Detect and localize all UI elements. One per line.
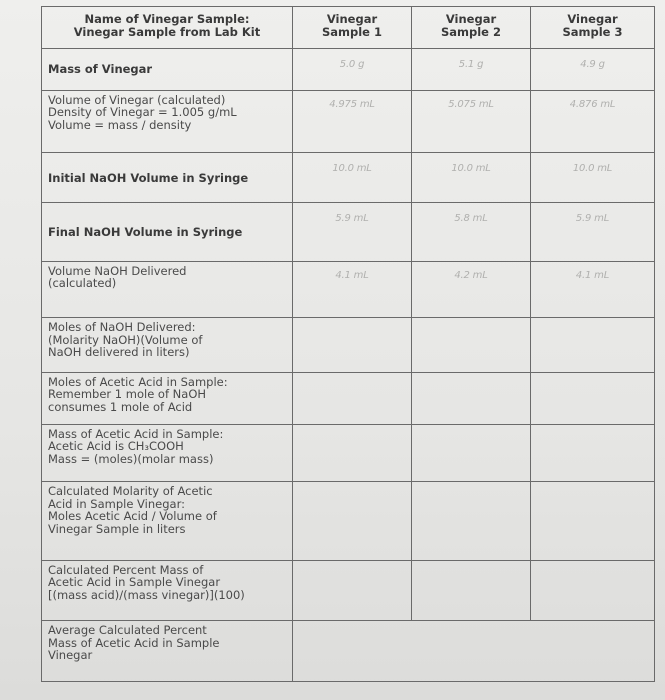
row-label-line: Vinegar Sample in liters: [48, 521, 186, 536]
value-cell[interactable]: 5.1 g: [412, 48, 531, 90]
value-cell[interactable]: [293, 560, 412, 621]
table-row: [42, 261, 655, 317]
value-cell[interactable]: 5.9 mL: [531, 203, 655, 262]
value-cell[interactable]: [531, 318, 655, 372]
table-row: [42, 203, 655, 262]
table-row: [42, 372, 655, 424]
value-cell[interactable]: [293, 318, 412, 372]
row-label-line: Vinegar: [48, 648, 93, 663]
value-cell[interactable]: [293, 482, 412, 560]
row-label-line: Calculated Molarity of Acetic: [48, 484, 213, 499]
row-label-line: Acetic Acid in Sample Vinegar: [48, 575, 221, 590]
row-label-line: Moles of Acetic Acid in Sample:: [48, 374, 228, 389]
row-label: [42, 318, 293, 372]
row-label-line: Mass of Acetic Acid in Sample: [48, 635, 220, 650]
header-text: Sample 1: [321, 25, 382, 39]
row-label-line: Average Calculated Percent: [48, 623, 207, 638]
vinegar-data-table: [41, 6, 655, 682]
value-cell[interactable]: [412, 372, 531, 424]
value-cell[interactable]: [531, 560, 655, 621]
table-row: [42, 424, 655, 481]
row-label-line: Acetic Acid is CH₃COOH: [48, 439, 184, 454]
header-text: Vinegar: [326, 12, 378, 26]
table-row: [42, 560, 655, 621]
row-label-line: Initial NaOH Volume in Syringe: [48, 170, 249, 185]
header-sample-name: [42, 7, 293, 49]
header-text: Sample 3: [562, 25, 623, 39]
row-label-line: Acid in Sample Vinegar:: [48, 496, 185, 511]
value-cell[interactable]: 4.9 g: [531, 48, 655, 90]
value-cell[interactable]: [531, 372, 655, 424]
row-label-line: Volume = mass / density: [48, 117, 192, 132]
row-label: [42, 48, 293, 90]
value-cell[interactable]: 5.9 mL: [293, 203, 412, 262]
value-cell[interactable]: 4.975 mL: [293, 90, 412, 153]
row-label-line: Remember 1 mole of NaOH: [48, 387, 207, 402]
row-label: [42, 482, 293, 560]
row-label-line: consumes 1 mole of Acid: [48, 399, 193, 414]
row-label-line: [(mass acid)/(mass vinegar)](100): [48, 587, 245, 602]
header-text: Sample 2: [440, 25, 501, 39]
value-cell[interactable]: [531, 482, 655, 560]
table-row: [42, 90, 655, 153]
header-sample-3: [531, 7, 655, 49]
value-cell[interactable]: 10.0 mL: [531, 153, 655, 203]
row-label-line: (calculated): [48, 276, 117, 291]
value-cell[interactable]: [412, 318, 531, 372]
value-cell[interactable]: [412, 482, 531, 560]
value-cell[interactable]: 5.075 mL: [412, 90, 531, 153]
value-cell[interactable]: 4.1 mL: [293, 261, 412, 317]
value-cell[interactable]: [412, 560, 531, 621]
value-cell[interactable]: 10.0 mL: [412, 153, 531, 203]
table-row: [42, 153, 655, 203]
row-label: [42, 372, 293, 424]
table-row: [42, 621, 655, 682]
header-text: Vinegar Sample from Lab Kit: [73, 25, 261, 39]
header-sample-2: [412, 7, 531, 49]
row-label-line: Mass of Acetic Acid in Sample:: [48, 426, 224, 441]
row-label-line: Mass = (moles)(molar mass): [48, 451, 214, 466]
row-label-line: Density of Vinegar = 1.005 g/mL: [48, 105, 237, 120]
row-label-line: Mass of Vinegar: [48, 61, 153, 76]
table-row: [42, 482, 655, 560]
row-label-line: Moles of NaOH Delivered:: [48, 320, 196, 335]
row-label: [42, 560, 293, 621]
row-label: [42, 261, 293, 317]
row-label: [42, 203, 293, 262]
value-cell[interactable]: [293, 424, 412, 481]
table-row: [42, 48, 655, 90]
row-label-line: Volume of Vinegar (calculated): [48, 92, 226, 107]
value-cell[interactable]: 4.1 mL: [531, 261, 655, 317]
header-sample-1: [293, 7, 412, 49]
row-label-line: (Molarity NaOH)(Volume of: [48, 332, 203, 347]
value-cell[interactable]: 5.0 g: [293, 48, 412, 90]
value-cell[interactable]: 5.8 mL: [412, 203, 531, 262]
row-label-line: Calculated Percent Mass of: [48, 562, 204, 577]
header-row: [42, 7, 655, 49]
row-label: [42, 90, 293, 153]
row-label-line: Final NaOH Volume in Syringe: [48, 224, 243, 239]
row-label: [42, 424, 293, 481]
row-label-line: Moles Acetic Acid / Volume of: [48, 509, 217, 524]
header-text: Vinegar: [567, 12, 618, 26]
header-text: Name of Vinegar Sample:: [84, 12, 250, 26]
row-label-line: Volume NaOH Delivered: [48, 263, 187, 278]
value-cell[interactable]: 4.2 mL: [412, 261, 531, 317]
row-label-line: NaOH delivered in liters): [48, 345, 190, 360]
row-label: [42, 153, 293, 203]
value-cell[interactable]: [293, 621, 655, 682]
value-cell[interactable]: [412, 424, 531, 481]
row-label: [42, 621, 293, 682]
header-text: Vinegar: [445, 12, 497, 26]
value-cell[interactable]: [531, 424, 655, 481]
value-cell[interactable]: 10.0 mL: [293, 153, 412, 203]
value-cell[interactable]: 4.876 mL: [531, 90, 655, 153]
value-cell[interactable]: [293, 372, 412, 424]
table-row: [42, 318, 655, 372]
